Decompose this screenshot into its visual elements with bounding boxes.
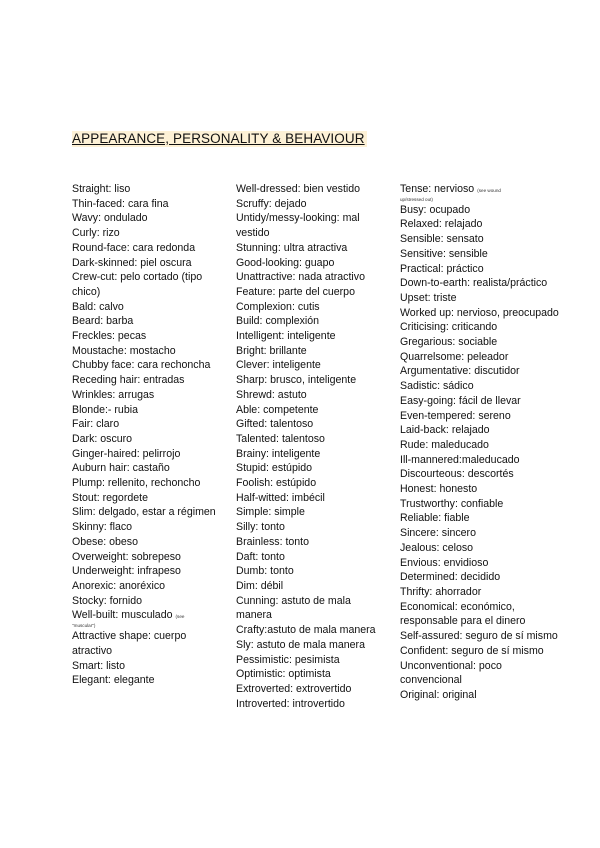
vocab-entry: Gifted: talentoso (236, 418, 314, 431)
vocab-entry: Slim: delgado, estar a régimen (72, 506, 216, 519)
vocab-entry: Extroverted: extrovertido (236, 682, 352, 695)
vocab-entry: Anorexic: anoréxico (72, 579, 166, 592)
vocab-entry: Relaxed: relajado (400, 218, 483, 231)
vocab-entry: Gregarious: sociable (400, 336, 498, 349)
vocab-entry: Unconventional: poco convencional (400, 659, 502, 687)
vocab-entry: Ill-mannered:maleducado (400, 453, 520, 466)
vocab-entry: Thin-faced: cara fina (72, 197, 169, 210)
vocab-entry: Wavy: ondulado (72, 212, 148, 225)
vocab-entry: Underweight: infrapeso (72, 565, 181, 578)
vocab-entry-text: Well-built: musculado (72, 609, 173, 622)
vocab-entry: Crew-cut: pelo cortado (tipo chico) (72, 271, 203, 298)
vocab-entry: Intelligent: inteligente (236, 330, 336, 343)
vocab-entry: Sadistic: sádico (400, 380, 474, 393)
vocab-entry: Rude: maleducado (400, 438, 489, 451)
vocab-entry: Obese: obeso (72, 535, 138, 548)
vocab-entry: Talented: talentoso (236, 432, 325, 445)
vocab-entry: Build: complexión (236, 315, 320, 328)
vocab-entry: Practical: práctico (400, 262, 484, 275)
vocab-entry: Foolish: estúpido (236, 477, 317, 490)
vocab-entry: Daft: tonto (236, 550, 285, 563)
vocab-entry: Brainless: tonto (236, 535, 310, 548)
vocab-entry: Easy-going: fácil de llevar (400, 394, 521, 407)
vocab-entry: Sensitive: sensible (400, 247, 488, 260)
vocab-entry: Quarrelsome: peleador (400, 350, 509, 363)
vocab-entry: Simple: simple (236, 506, 305, 519)
vocab-entry: Plump: rellenito, rechoncho (72, 477, 201, 490)
vocab-entry: Cunning: astuto de mala manera (236, 594, 351, 622)
vocab-entry: Shrewd: astuto (236, 388, 307, 401)
vocab-entry (72, 608, 222, 623)
vocab-entry: Curly: rizo (72, 227, 120, 240)
vocab-entry: Smart: listo (72, 659, 125, 672)
vocab-entry: Crafty:astuto de mala manera (236, 624, 376, 637)
vocab-entry: Untidy/messy-looking: mal vestido (236, 212, 360, 240)
vocab-entry: Worked up: nervioso, preocupado (400, 306, 559, 319)
vocab-entry: Bright: brillante (236, 344, 307, 357)
vocab-entry: Stunning: ultra atractiva (236, 241, 348, 254)
vocab-entry: Pessimistic: pesimista (236, 653, 340, 666)
vocab-entry: Unattractive: nada atractivo (236, 271, 365, 284)
vocab-entry: Elegant: elegante (72, 674, 155, 687)
vocab-entry: Sharp: brusco, inteligente (236, 374, 357, 387)
vocab-entry: Clever: inteligente (236, 359, 321, 372)
usage-note: "muscular") (72, 623, 96, 629)
vocab-entry: Jealous: celoso (400, 541, 474, 554)
vocab-entry: Criticising: criticando (400, 321, 498, 334)
vocab-entry: Brainy: inteligente (236, 447, 321, 460)
vocab-entry: Wrinkles: arrugas (72, 388, 155, 401)
vocab-entry: Envious: envidioso (400, 556, 489, 569)
vocab-entry: Economical: económico, responsable para el dinero (400, 600, 526, 628)
vocab-entry: Honest: honesto (400, 483, 478, 496)
vocab-entry: Down-to-earth: realista/práctico (400, 277, 548, 290)
vocab-entry: Dark: oscuro (72, 432, 133, 445)
vocab-entry: Busy: ocupado (400, 203, 471, 216)
vocab-entry: Dumb: tonto (236, 565, 294, 578)
vocab-entry (400, 182, 560, 197)
vocab-entry: Discourteous: descortés (400, 468, 514, 481)
vocab-entry: Thrifty: ahorrador (400, 585, 482, 598)
vocab-entry: Sincere: sincero (400, 527, 476, 540)
vocab-entry: Bald: calvo (72, 300, 124, 313)
vocab-entry: Round-face: cara redonda (72, 241, 196, 254)
vocab-entry: Half-witted: imbécil (236, 491, 325, 504)
vocab-entry: Feature: parte del cuerpo (236, 285, 355, 298)
vocab-entry: Complexion: cutis (236, 300, 320, 313)
vocab-entry: Skinny: flaco (72, 521, 133, 534)
vocab-entry: Sensible: sensato (400, 233, 484, 246)
vocab-entry: Auburn hair: castaño (72, 462, 170, 475)
vocab-entry: Argumentative: discutidor (400, 365, 520, 378)
vocab-entry: Fair: claro (72, 418, 120, 431)
vocab-entry: Upset: triste (400, 291, 457, 304)
vocab-entry: Reliable: fiable (400, 512, 470, 525)
usage-note: up/stressed out) (400, 196, 433, 202)
vocab-column-intelligence (236, 182, 386, 711)
vocab-entry: Freckles: pecas (72, 330, 147, 343)
vocab-entry: Stupid: estúpido (236, 462, 312, 475)
vocab-entry-text: Tense: nervioso (400, 183, 475, 195)
vocab-entry: Attractive shape: cuerpo atractivo (72, 630, 187, 657)
vocab-entry: Receding hair: entradas (72, 374, 185, 387)
vocab-entry: Overweight: sobrepeso (72, 550, 181, 563)
usage-note: (see wound (477, 188, 501, 193)
vocab-entry: Straight: liso (72, 183, 131, 195)
vocab-entry: Self-assured: seguro de sí mismo (400, 630, 558, 643)
page-title: APPEARANCE, PERSONALITY & BEHAVIOUR (72, 131, 365, 146)
usage-note: (see (175, 614, 185, 620)
vocab-entry: Introverted: introvertido (236, 697, 345, 710)
vocab-entry: Determined: decidido (400, 571, 501, 584)
vocab-column-appearance (72, 182, 222, 688)
vocab-entry: Chubby face: cara rechoncha (72, 359, 211, 372)
vocab-entry: Moustache: mostacho (72, 344, 176, 357)
vocab-entry: Well-dressed: bien vestido (236, 183, 361, 195)
vocab-entry: Silly: tonto (236, 521, 285, 534)
vocab-entry: Trustworthy: confiable (400, 497, 504, 510)
vocab-entry: Stout: regordete (72, 491, 148, 504)
vocab-entry: Dim: débil (236, 579, 284, 592)
vocab-entry: Even-tempered: sereno (400, 409, 511, 422)
vocab-entry: Laid-back: relajado (400, 424, 490, 437)
vocab-entry: Good-looking: guapo (236, 256, 335, 269)
vocab-entry: Blonde:- rubia (72, 403, 138, 416)
vocab-entry: Beard: barba (72, 315, 134, 328)
vocab-entry: Ginger-haired: pelirrojo (72, 447, 181, 460)
vocab-entry: Dark-skinned: piel oscura (72, 256, 192, 269)
vocab-entry: Able: competente (236, 403, 319, 416)
vocab-entry: Stocky: fornido (72, 594, 143, 607)
vocab-entry: Sly: astuto de mala manera (236, 638, 365, 651)
vocab-column-personality (400, 182, 560, 703)
vocab-entry: Confident: seguro de sí mismo (400, 644, 544, 657)
vocab-entry: Scruffy: dejado (236, 197, 307, 210)
vocab-entry: Original: original (400, 688, 477, 701)
vocab-entry: Optimistic: optimista (236, 668, 331, 681)
